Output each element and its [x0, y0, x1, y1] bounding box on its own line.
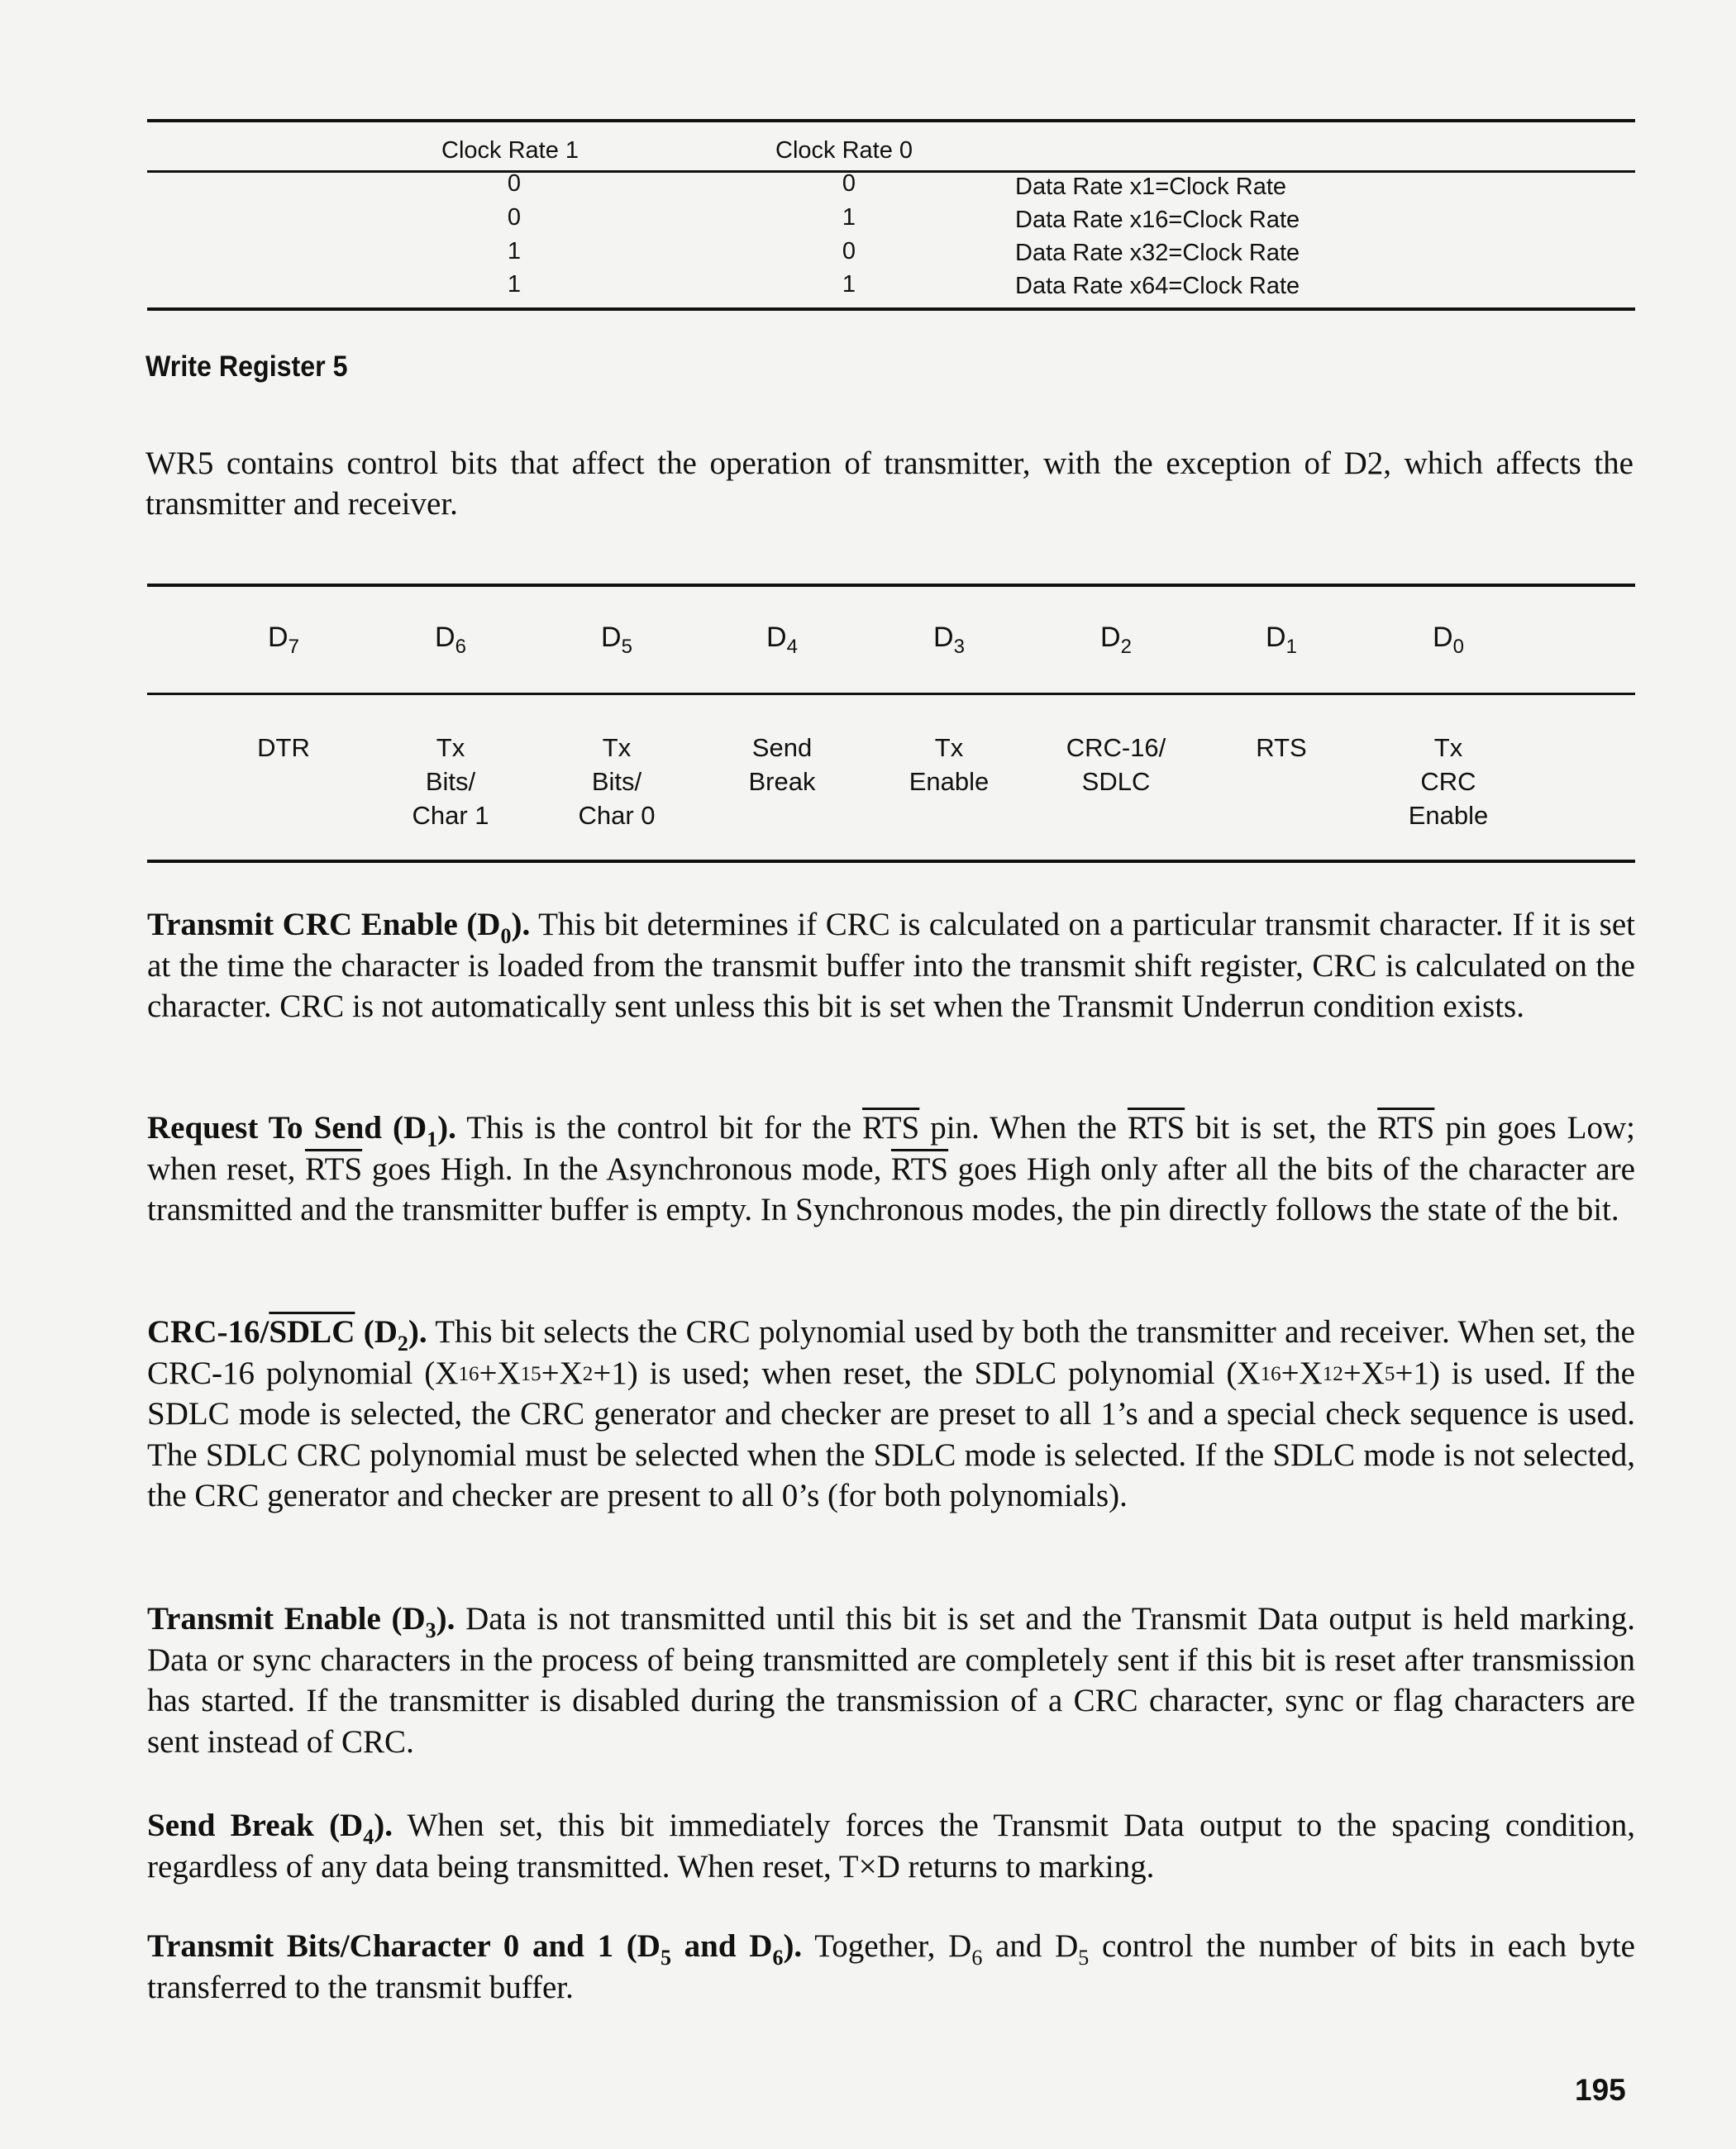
bit-table-mid-rule: [147, 693, 1635, 695]
paragraph-title: Send Break $(D_4)$.: [147, 1808, 393, 1849]
clock-rate-1-header: Clock Rate 1: [441, 137, 579, 164]
paragraph-send-break: Send Break $(D_4)$. When set, this bit immediately forces the Transmit Data output to the spacing condition, regardless of any data being transmitted. When reset, T×D returns to marking.: [147, 1808, 1635, 1885]
table-cell: 1: [507, 238, 522, 264]
page-number: 195: [1575, 2073, 1626, 2107]
paragraph-title: Request To Send $(D_1)$.: [147, 1110, 456, 1151]
table-header-rule: [147, 170, 1635, 173]
paragraph-request-to-send: Request To Send $(D_1)$. This is the control bit for the $\overline{RTS}$ pin. When the $\overline{RTS}$ bit is set, the $\overline{RTS}$ pin goes Low; when reset, $\overline{RTS}$ goes High. In the Asynchronous mode, $\overline{RTS}$ goes High only after all the bits of the character are transmitted and the transmitter buffer is empty. In Synchronous modes, the pin directly follows the state of the bit.: [147, 1110, 1635, 1227]
paragraph-title: CRC-16/SDLC $(D_2)$.: [147, 1314, 427, 1356]
bit-desc-d1: RTS: [1256, 733, 1307, 762]
table-top-rule: [147, 119, 1635, 122]
bit-desc-d3: Tx Enable: [909, 733, 990, 796]
bit-label-d4: $D_4$: [766, 622, 798, 658]
clock-rate-0-header: Clock Rate 0: [775, 137, 913, 164]
bit-desc-d7: DTR: [257, 733, 310, 762]
table-cell: 0: [842, 238, 856, 264]
table-cell: Data Rate x16=Clock Rate: [1015, 207, 1300, 233]
bit-desc-d4: Send Break: [748, 733, 816, 796]
intro-paragraph: WR5 contains control bits that affect the operation of transmitter, with the exception of D2, which affects the transmitter and receiver.: [145, 446, 1633, 522]
bit-label-d6: $D_6$: [435, 622, 466, 658]
table-cell: 0: [842, 170, 856, 197]
bit-label-d5: $D_5$: [601, 622, 632, 658]
table-cell: 1: [507, 271, 522, 298]
table-cell: 0: [507, 170, 522, 197]
paragraph-title: Transmit Enable $(D_3)$.: [147, 1601, 455, 1642]
paragraph-transmit-bits-per-char: Transmit Bits/Character 0 and 1 ($D_5$ and $D_6$). Together, $D_6$ and $D_5$ control the number of bits in each byte transferred to the transmit buffer.: [147, 1928, 1635, 2005]
bit-label-d7: $D_7$: [268, 622, 299, 658]
paragraph-transmit-crc-enable: Transmit CRC Enable $(D_0)$. This bit determines if CRC is calculated on a particular transmit character. If it is set at the time the character is loaded from the transmit buffer into the transmit shift register, CRC is calculated on the character. CRC is not automatically sent unless this bit is set when the Transmit Underrun condition exists.: [147, 907, 1636, 1024]
bit-label-d1: $D_1$: [1266, 622, 1297, 658]
bit-table-top-rule: [147, 584, 1635, 587]
bit-label-d2: $D_2$: [1100, 622, 1132, 658]
table-cell: Data Rate x32=Clock Rate: [1015, 240, 1300, 266]
paragraph-transmit-enable: Transmit Enable $(D_3)$. Data is not transmitted until this bit is set and the Transmit Data output is held marking. Data or sync characters in the process of being transmitted are completely sent if this bit is reset after transmission has started. If the transmitter is disabled during the transmission of a CRC character, sync or flag characters are sent instead of CRC.: [147, 1601, 1635, 1760]
bit-desc-d5: Tx Bits/ Char 0: [578, 733, 656, 830]
table-cell: 0: [507, 204, 522, 231]
table-cell: 1: [842, 204, 856, 231]
bit-desc-d0: Tx CRC Enable: [1408, 733, 1489, 830]
table-bottom-rule: [147, 307, 1635, 311]
paragraph-title: Transmit Bits/Character 0 and 1 ($D_5$ and $D_6$).: [147, 1928, 803, 1970]
table-cell: Data Rate x1=Clock Rate: [1015, 174, 1287, 200]
bit-desc-d6: Tx Bits/ Char 1: [412, 733, 489, 830]
table-cell: Data Rate x64=Clock Rate: [1015, 273, 1300, 299]
table-cell: 1: [842, 271, 856, 298]
paragraph-crc16-sdlc: CRC-16/SDLC $(D_2)$. This bit selects the CRC polynomial used by both the transmitter and receiver. When set, the CRC-16 polynomial $(X^{16}+X^{15}+X^2+1)$ is used; when reset, the SDLC polynomial $(X^{16}+X^{12}+X^5+1)$ is used. If the SDLC mode is selected, the CRC generator and checker are preset to all 1’s and a special check sequence is used. The SDLC CRC polynomial must be selected when the SDLC mode is selected. If the SDLC mode is not selected, the CRC generator and checker are present to all 0’s (for both polynomials).: [147, 1314, 1635, 1513]
bit-label-d0: $D_0$: [1433, 622, 1464, 658]
section-heading: Write Register 5: [145, 350, 348, 383]
bit-label-d3: $D_3$: [933, 622, 965, 658]
paragraph-title: Transmit CRC Enable $(D_0)$.: [147, 907, 531, 948]
bit-table-bottom-rule: [147, 860, 1635, 863]
bit-desc-d2: CRC-16/ SDLC: [1066, 733, 1166, 796]
